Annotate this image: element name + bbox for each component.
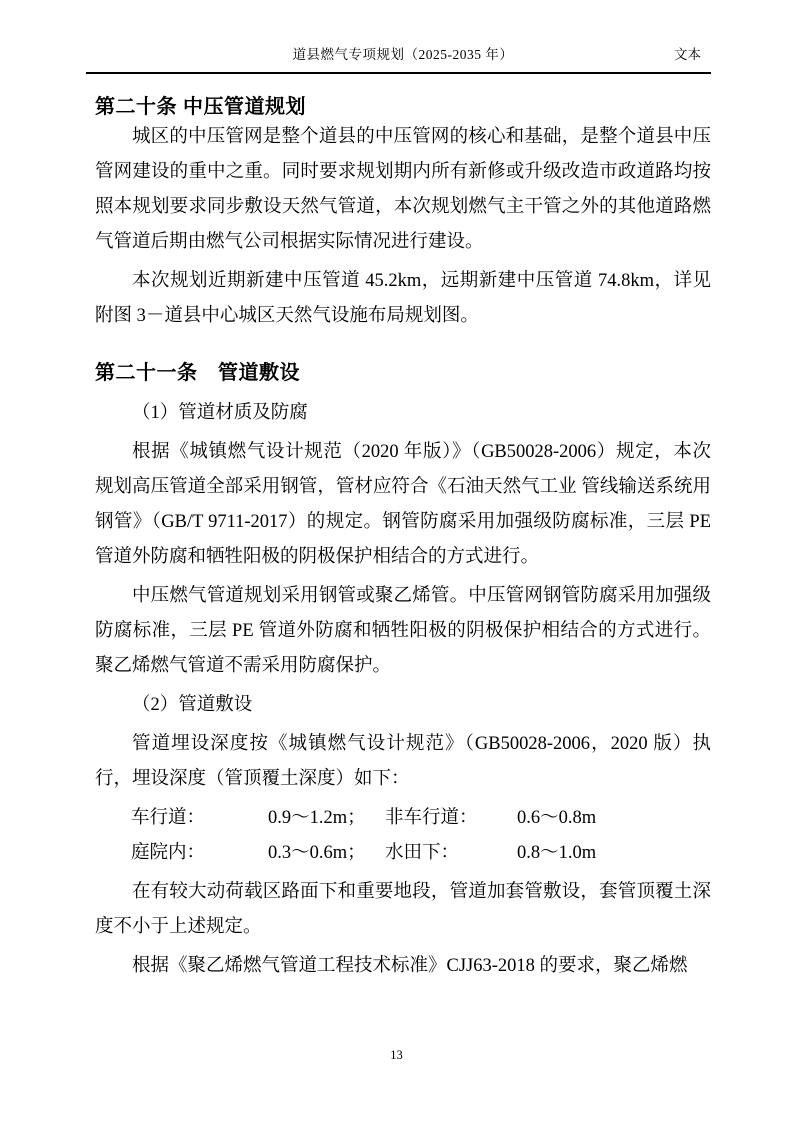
article-20-paragraph-1: 城区的中压管网是整个道县的中压管网的核心和基础，是整个道县中压管网建设的重中之重。同时要求规划期内所有新修或升级改造市政道路均按照本规划要求同步敷设天然气管道，本次规划燃气主干管之外的其他道路燃气管道后期由燃气公司根据实际情况进行建设。 [95,127,711,252]
article-21-paragraph-4: 在有较大动荷载区路面下和重要地段，管道加套管敷设，套管顶覆土深度不小于上述规定。 [95,882,711,937]
page-header [95,46,711,64]
depth-value: 0.8～1.0m [517,843,597,863]
depth-value: 0.3～0.6m； [268,843,366,863]
depth-value: 0.9～1.2m； [268,808,366,828]
page-number: 13 [390,1048,403,1062]
article-21-paragraph-1: 根据《城镇燃气设计规范（2020 年版）》（GB50028-2006）规定，本次规划高压管道全部采用钢管，管材应符合《石油天然气工业 管线输送系统用钢管》（GB/T 9711-2017）的规定。钢管防腐采用加强级防腐标准，三层 PE 管道外防腐和牺牲阳极的阴极保护相结合的方式进行。 [95,442,711,567]
article-21-item-1-title: （1）管道材质及防腐 [132,403,308,423]
depth-label: 非车行道： [385,808,478,828]
table-row [95,801,711,836]
header-title: 道县燃气专项规划（2025-2035 年） [292,47,514,62]
table-row [95,836,711,871]
header-right-label: 文本 [674,47,701,62]
article-21-paragraph-5: 根据《聚乙烯燃气管道工程技术标准》CJJ63-2018 的要求，聚乙烯燃 [132,956,688,976]
article-21-paragraph-3: 管道埋设深度按《城镇燃气设计规范》（GB50028-2006，2020 版）执行，埋设深度（管顶覆土深度）如下： [95,734,711,789]
article-20-heading: 第二十条 中压管道规划 [95,96,307,118]
depth-label: 水田下： [385,843,460,863]
depth-value: 0.6～0.8m [517,808,597,828]
article-21-item-2-title: （2）管道敷设 [132,695,253,715]
depth-label: 庭院内： [131,843,206,863]
article-21-heading: 第二十一条 管道敷设 [95,362,300,384]
header-rule [86,72,711,74]
article-20-paragraph-2: 本次规划近期新建中压管道 45.2km，远期新建中压管道 74.8km，详见附图 3－道县中心城区天然气设施布局规划图。 [95,271,711,326]
depth-label: 车行道： [131,808,206,828]
article-21-paragraph-2: 中压燃气管道规划采用钢管或聚乙烯管。中压管网钢管防腐采用加强级防腐标准，三层 PE 管道外防腐和牺牲阳极的阴极保护相结合的方式进行。聚乙烯燃气管道不需采用防腐保护。 [95,586,711,676]
burial-depth-table [95,801,711,871]
